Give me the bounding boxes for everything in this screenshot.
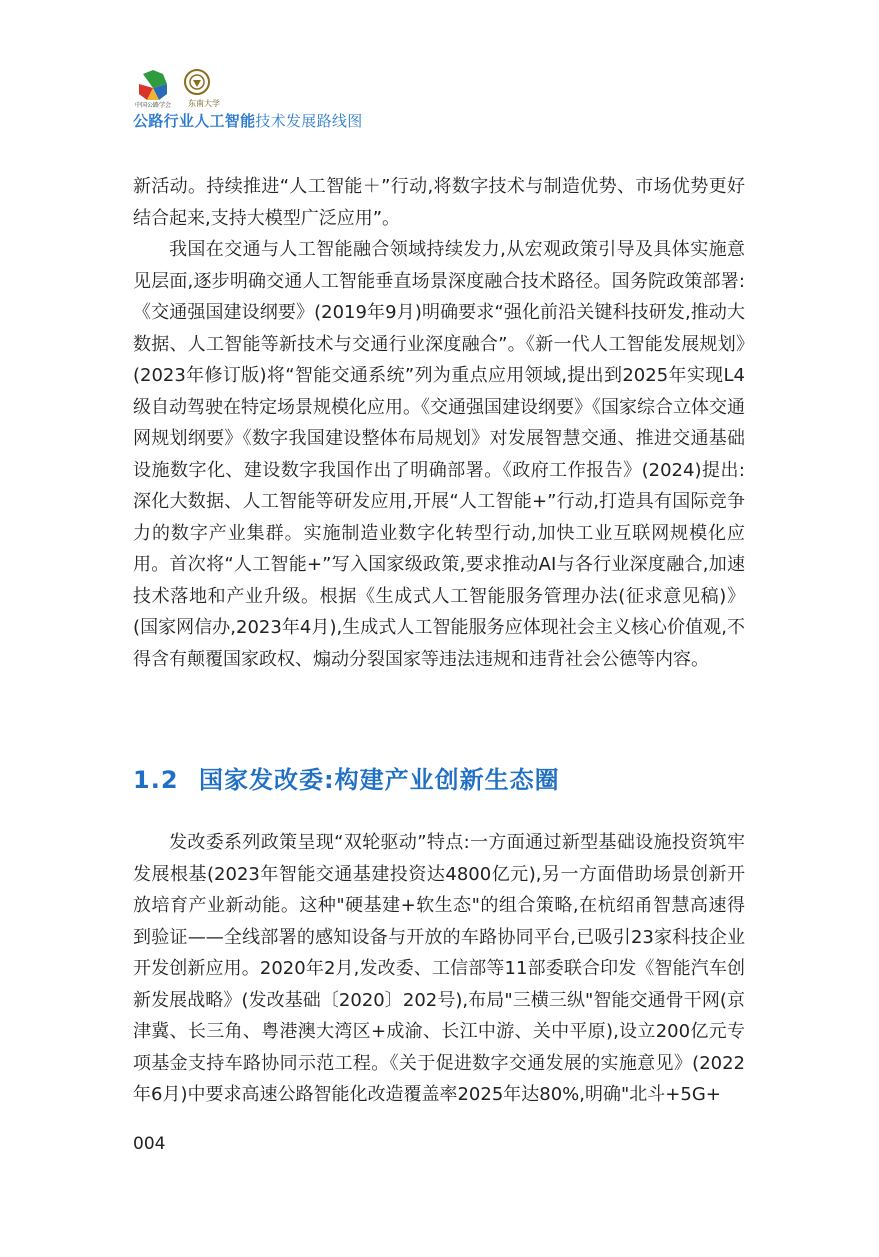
logo-right-text: 东南大学 [188, 99, 220, 108]
series-title-rest: 技术发展路线图 [255, 112, 363, 130]
section-title-text: 国家发改委:构建产业创新生态圈 [199, 766, 560, 794]
page-header [133, 68, 227, 108]
section-heading [133, 760, 560, 795]
paragraph-2: 我国在交通与人工智能融合领域持续发力,从宏观政策引导及具体实施意见层面,逐步明确交通人工智能垂直场景深度融合技术路径。国务院政策部署:《交通强国建设纲要》(2019年9月)明确要求“强化前沿关键科技研发,推动大数据、人工智能等新技术与交通行业深度融合”。《新一代人工智能发展规划》(2023年修订版)将“智能交通系统”列为重点应用领域,提出到2025年实现L4级自动驾驶在特定场景规模化应用。《交通强国建设纲要》《国家综合立体交通网规划纲要》《数字我国建设整体布局规划》对发展智慧交通、推进交通基础设施数字化、建设数字我国作出了明确部署。《政府工作报告》(2024)提出:深化大数据、人工智能等研发应用,开展“人工智能+”行动,打造具有国际竞争力的数字产业集群。实施制造业数字化转型行动,加快工业互联网规模化应用。首次将“人工智能+”写入国家级政策,要求推动AI与各行业深度融合,加速技术落地和产业升级。根据《生成式人工智能服务管理办法(征求意见稿)》(国家网信办,2023年4月),生成式人工智能服务应体现社会主义核心价值观,不得含有颠覆国家政权、煽动分裂国家等违法违规和违背社会公德等内容。 [133, 239, 745, 670]
page-number: 004 [133, 1134, 166, 1154]
logo-left-text: 中国公路学会 [134, 102, 172, 108]
series-title-strong: 公路行业人工智能 [133, 112, 256, 130]
china-highway-society-logo [133, 68, 173, 108]
southeast-university-logo [181, 68, 227, 108]
paragraph-3: 发改委系列政策呈现“双轮驱动”特点:一方面通过新型基础设施投资筑牢发展根基(2023年智能交通基建投资达4800亿元),另一方面借助场景创新开放培育产业新动能。这种"硬基建+软生态"的组合策略,在杭绍甬智慧高速得到验证——全线部署的感知设备与开放的车路协同平台,已吸引23家科技企业开发创新应用。2020年2月,发改委、工信部等11部委联合印发《智能汽车创新发展战略》(发改基础〔2020〕202号),布局"三横三纵"智能交通骨干网(京津冀、长三角、粤港澳大湾区+成渝、长江中游、关中平原),设立200亿元专项基金支持车路协同示范工程。《关于促进数字交通发展的实施意见》(2022年6月)中要求高速公路智能化改造覆盖率2025年达80%,明确"北斗+5G+ [133, 832, 745, 1105]
header-logos [133, 68, 227, 108]
section-number: 1.2 [133, 766, 179, 794]
series-title [133, 110, 363, 131]
paragraph-1: 新活动。持续推进“人工智能＋”行动,将数字技术与制造优势、市场优势更好结合起来,支持大模型广泛应用”。 [133, 176, 745, 229]
